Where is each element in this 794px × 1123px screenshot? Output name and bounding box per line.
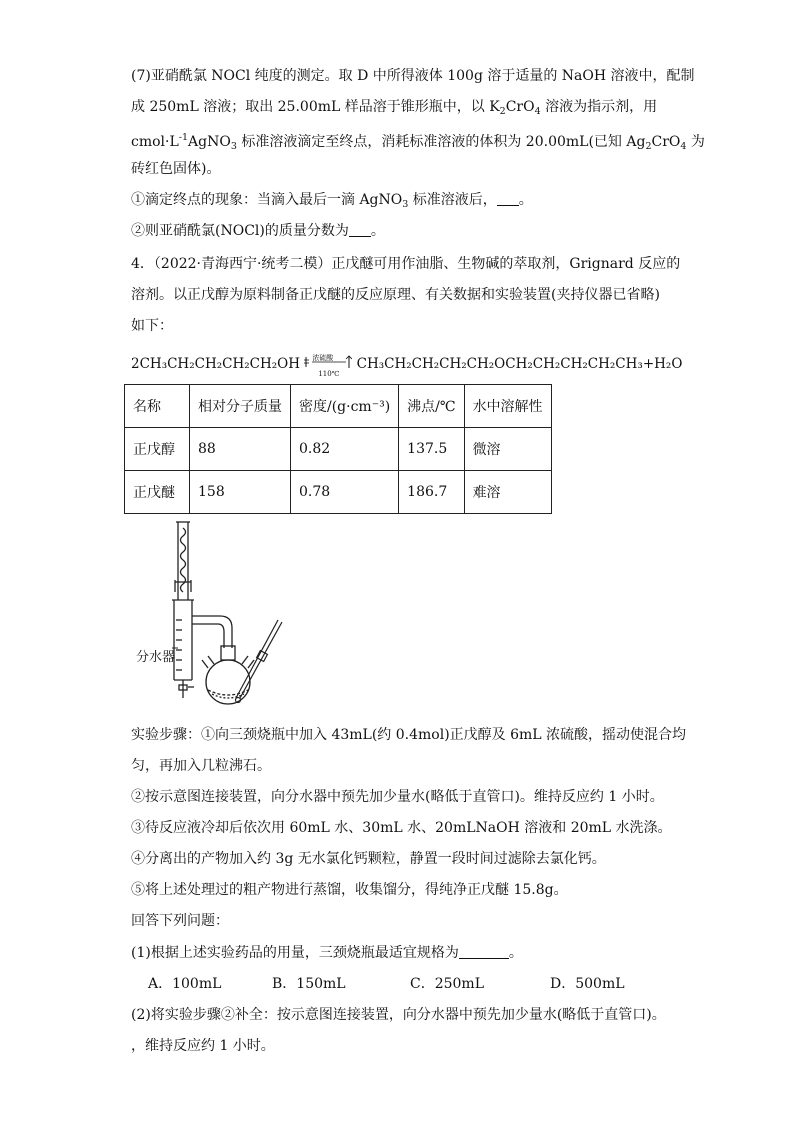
table-cell: 正戊醇 — [125, 428, 190, 471]
step-1-text-a: 实验步骤：①向三颈烧瓶中加入 43mL(约 0.4mol)正戊醇及 6mL 浓硫酸，摇动使混合均 — [131, 727, 687, 743]
table-cell: 正戊醚 — [125, 471, 190, 514]
table-cell: 137.5 — [399, 428, 464, 471]
table-cell: 186.7 — [399, 471, 464, 514]
q7-line-3-a: cmol·L — [131, 134, 179, 150]
q4-line-1-text: 4．（2022·青海西宁·统考二模）正戊醚可用作油脂、生物碱的萃取剂，Grignard 反应的 — [131, 256, 681, 272]
step-3-text: ③待反应液冷却后依次用 60mL 水、30mL 水、20mLNaOH 溶液和 20mL 水洗涤。 — [131, 820, 672, 836]
q7-line-3-d: CrO — [651, 134, 681, 150]
step-3 — [131, 818, 672, 838]
answer-blank[interactable] — [459, 944, 509, 959]
thermometer — [236, 620, 283, 703]
question-1-text: (1)根据上述实验药品的用量，三颈烧瓶最适宜规格为 — [131, 945, 459, 961]
answer-blank[interactable] — [349, 222, 371, 237]
step-4 — [131, 849, 606, 869]
q7-line-3-sub3: 4 — [680, 141, 687, 152]
q7-sub1-a: ①滴定终点的现象：当滴入最后一滴 AgNO — [131, 192, 403, 208]
q7-sub-question-1 — [131, 190, 533, 215]
step-1-line-1 — [131, 725, 686, 745]
condenser — [175, 522, 191, 600]
step-4-text: ④分离出的产物加入约 3g 无水氯化钙颗粒，静置一段时间过滤除去氯化钙。 — [131, 851, 606, 867]
q7-line-3-c: 标准溶液滴定至终点，消耗标准溶液的体积为 20.00mL(已知 Ag — [236, 134, 646, 150]
table-header: 密度/(g·cm⁻³) — [291, 385, 399, 428]
q7-sub1-b: 标准溶液后， — [408, 192, 497, 208]
table-header: 沸点/℃ — [399, 385, 464, 428]
q4-line-3 — [131, 316, 173, 336]
question-2-text-b: ，维持反应约 1 小时。 — [131, 1038, 275, 1054]
question-1 — [131, 943, 523, 963]
step-2-text: ②按示意图连接装置，向分水器中预先加少量水(略低于直管口)。维持反应约 1 小时。 — [131, 789, 664, 805]
q7-line-2-c: 溶液为指示剂，用 — [540, 99, 658, 115]
q7-line-4 — [131, 159, 220, 179]
equation-reactant: 2CH₃CH₂CH₂CH₂CH₂OH — [131, 356, 301, 372]
table-cell: 0.82 — [291, 428, 399, 471]
q7-line-2-sub1: 2 — [499, 106, 506, 117]
question-2-line-1 — [131, 1005, 666, 1025]
table-header: 水中溶解性 — [464, 385, 551, 428]
table-cell: 88 — [190, 428, 291, 471]
q7-sub1-sub: 3 — [402, 199, 409, 210]
water-separator — [172, 600, 232, 698]
q7-line-4-text: 砖红色固体)。 — [131, 161, 221, 177]
q7-line-1 — [131, 66, 695, 86]
table-cell: 难溶 — [464, 471, 551, 514]
q7-line-3-sub2: 2 — [645, 141, 652, 152]
step-5-text: ⑤将上述处理过的粗产物进行蒸馏，收集馏分，得纯净正戊醚 15.8g。 — [131, 882, 568, 898]
step-1-text-b: 匀，再加入几粒沸石。 — [131, 758, 271, 774]
q7-sub1-end: 。 — [518, 192, 533, 208]
question-1-end: 。 — [508, 945, 523, 961]
q7-sub2-end: 。 — [370, 223, 385, 239]
q4-line-2-text: 溶剂。以正戊醇为原料制备正戊醚的反应原理、有关数据和实验装置(夹持仪器已省略) — [131, 287, 660, 303]
q7-line-1-text: (7)亚硝酰氯 NOCl 纯度的测定。取 D 中所得液体 100g 溶于适量的 NaOH 溶液中，配制 — [131, 68, 695, 84]
water-separator-label: 分水器 — [136, 650, 176, 665]
q7-sub2-a: ②则亚硝酰氯(NOCl)的质量分数为 — [131, 223, 349, 239]
q4-line-3-text: 如下： — [131, 318, 173, 334]
q7-line-2-b: CrO — [505, 99, 535, 115]
q4-line-1 — [131, 254, 680, 274]
q7-line-3 — [131, 128, 705, 157]
questions-intro — [131, 911, 229, 931]
properties-table — [124, 384, 552, 514]
q7-line-3-e: 为 — [686, 134, 705, 150]
q7-line-3-sub1: 3 — [230, 141, 237, 152]
table-cell: 158 — [190, 471, 291, 514]
step-1-line-2 — [131, 756, 271, 776]
step-5 — [131, 880, 568, 900]
questions-intro-text: 回答下列问题： — [131, 913, 229, 929]
table-cell: 0.78 — [291, 471, 399, 514]
table-header: 相对分子质量 — [190, 385, 291, 428]
q7-line-3-sup: -1 — [178, 132, 189, 143]
step-2 — [131, 787, 664, 807]
three-necked-flask — [202, 646, 254, 704]
table-row — [125, 428, 552, 471]
q4-line-2 — [131, 285, 660, 305]
q7-line-2-sub2: 4 — [534, 106, 541, 117]
question-2-line-2 — [131, 1036, 275, 1056]
table-row — [125, 471, 552, 514]
apparatus-diagram — [128, 520, 288, 710]
equation-product: CH₃CH₂CH₂CH₂CH₂OCH₂CH₂CH₂CH₂CH₃+H₂O — [356, 356, 683, 372]
condition-temperature: 110℃ — [318, 370, 340, 378]
table-cell: 微溶 — [464, 428, 551, 471]
option-a[interactable]: A．100mL — [148, 976, 222, 992]
option-b[interactable]: B．150mL — [272, 976, 346, 992]
option-c[interactable]: C．250mL — [410, 976, 485, 992]
reaction-condition — [304, 352, 352, 378]
answer-blank[interactable] — [497, 191, 519, 206]
q7-line-2-a: 成 250mL 溶液；取出 25.00mL 样品溶于锥形瓶中，以 K — [131, 99, 500, 115]
table-header: 名称 — [125, 385, 190, 428]
question-2-text-a: (2)将实验步骤②补全：按示意图连接装置，向分水器中预先加少量水(略低于直管口)。 — [131, 1007, 666, 1023]
condition-catalyst: 浓硫酸 — [312, 354, 334, 362]
option-d[interactable]: D．500mL — [550, 976, 625, 992]
table-header-row — [125, 385, 552, 428]
q7-sub-question-2 — [131, 221, 385, 241]
reaction-equation — [131, 352, 683, 378]
q7-line-2 — [131, 97, 657, 122]
q7-line-3-b: AgNO — [188, 134, 231, 150]
